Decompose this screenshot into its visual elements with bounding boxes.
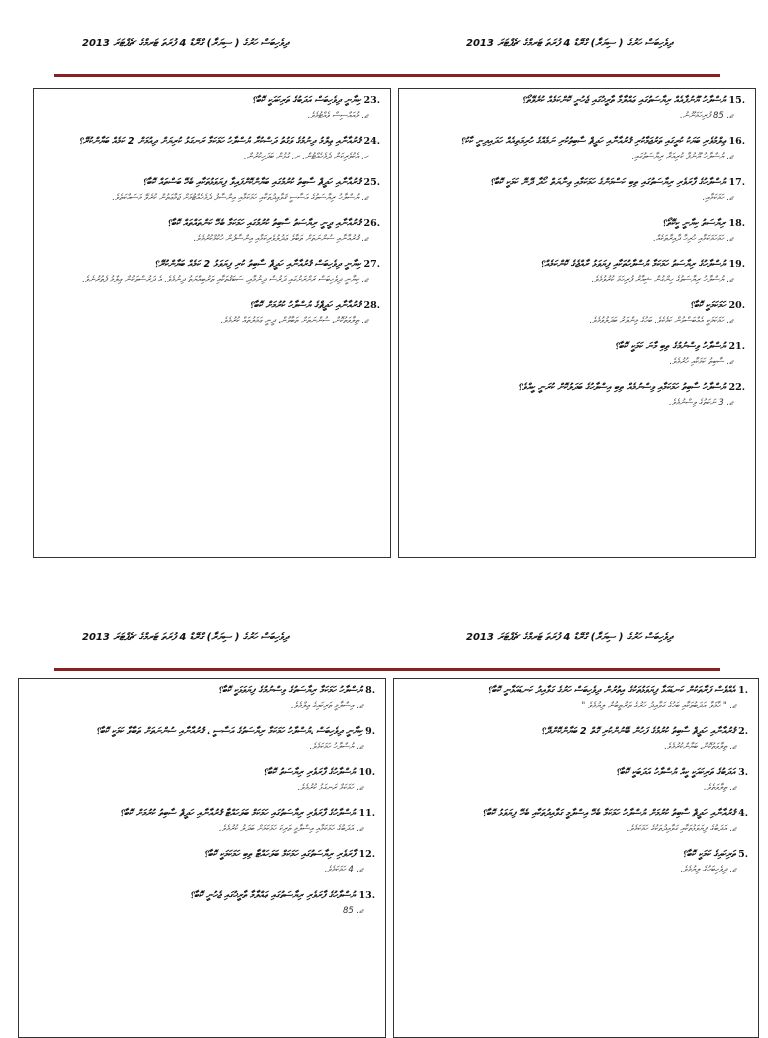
answer-text: ޖ. ތިލާވަތުކޮށް، ސުންނަތަށް ތަބާވުން، ދީނީ ޢަމަލުތައް ކުރުމެވެ. bbox=[220, 316, 368, 326]
question-text bbox=[29, 765, 375, 780]
question-number: 25. bbox=[363, 177, 380, 188]
question-item bbox=[29, 683, 375, 713]
answer-text: ޖ. ހަމަކަމަކީ އެއްބަސްވުން ކަމެކެވެ. ބަހުގެ މިންވަރު ބަދަލުވުމެވެ. bbox=[589, 316, 733, 326]
question-item bbox=[409, 216, 745, 246]
question-body: ޤުރުއާނާއި ހަދީޘް ސާބިތު ކުރުމުގައި ބަޔާންކޮށްފައިވާ ފިޔަވަޅުތަކާއި ބެހޭ ބަސްތައް ކޮބާ؟ bbox=[142, 177, 361, 188]
question-text bbox=[29, 806, 375, 821]
question-number: 11. bbox=[358, 808, 375, 819]
question-text bbox=[409, 339, 745, 354]
question-text bbox=[404, 683, 748, 698]
question-body: ޔުސްލާހު ހަމަކަމާ ރިޔާސަތުގެ ވިސްނުމުގެ ފިޔަވަޅަކީ ކޮބާ؟ bbox=[217, 685, 363, 696]
question-number: 1. bbox=[738, 685, 748, 696]
page2-divider bbox=[54, 668, 720, 671]
question-text bbox=[44, 134, 380, 149]
question-text bbox=[29, 683, 375, 698]
page1-left-column bbox=[33, 88, 391, 558]
question-number: 23. bbox=[363, 95, 380, 106]
question-item bbox=[409, 93, 745, 123]
question-body: ޢިލްމުވެރި ބަޔަކު ކުރީގައި ތަރުޖަމާކުރި ޤުރުއާނާއި ހަދީޘް ސާބިތުކުރި ނަމެއްގެ ހުރިމަތިއެއް ހަދައިދިނީ ކާކު؟ bbox=[460, 136, 726, 147]
question-item bbox=[44, 298, 380, 328]
question-text bbox=[44, 298, 380, 313]
question-number: 26. bbox=[363, 218, 380, 229]
question-item bbox=[409, 298, 745, 328]
answer-text: ޖ. އަދަބުގެ ފިޔަވަޅުތަކާއި ގަވާއިދުތަކުގެ ހަމަކަމެވެ. bbox=[626, 824, 736, 834]
question-body: ރިޔާސަތު ކިޔާނީ ކީކޭތޯ؟ bbox=[661, 218, 726, 229]
answer-text: ޖ. ތިލާވަތެވެ. bbox=[703, 783, 736, 793]
question-body: ޔުސްލާހު ސާބިތު ހަމަކަމާއި ވިސްނުމެއް ތިބި އިސްލާހުގެ ބަދަލުކޮށް ކުރަނީ ކީއްވެ؟ bbox=[517, 382, 726, 393]
question-text bbox=[44, 257, 380, 272]
question-text bbox=[409, 175, 745, 190]
question-body: ޤުރުއާނާއި ދީނީ ރިޔާސަތު ސާބިތު ކުރުމުގައި ހަމަކަމާ ބެހޭ ކަންތައްތައް ކޮބާ؟ bbox=[166, 218, 361, 229]
question-text bbox=[29, 724, 375, 739]
question-body: ޔުސްލާހުގެ ރިޔާސަތު ހަމަކަމާ ޔުސްލާހުތަކާއި ފިޔަވަޅު ރާއްޖެގެ ކޮންކަމެއް؟ bbox=[540, 259, 726, 270]
question-number: 10. bbox=[358, 767, 375, 778]
answer-text: ޖ. ދިވެހިބަހުގެ ލިޔުމެވެ. bbox=[680, 865, 736, 875]
question-number: 15. bbox=[728, 95, 745, 106]
question-body: ޔުސްލާހުގެ ފާރަވެރި ރިޔާސަތުގައި ތިބި ކަސްމަންގެ ހަމަކަމާއި ޢިނާޔަތް ހޯދާ ދޭނޭ ކަމަކީ ކޮބާ؟ bbox=[489, 177, 726, 188]
question-body: ޤުރުއާނާއި ހަދީޘް ސާބިތު ކުރުމަށް ޔުސްލާހު ހަމަކަމާ ބެހޭ އިސްލާމީ ގަވާއިދުތަކާއި ބެހޭ ފިޔަވަޅު ކޮބާ؟ bbox=[482, 808, 736, 819]
question-text bbox=[44, 93, 380, 108]
answer-text: ޖ. ޔުސްލާހު ރިޔާސަތުގެ އަސާސީ ޤަވާޢިދުތަކާއި ހަމަކަމާއި އިންސާފު ދެމެހެއްޓުމަށް ޖަމާޢަތުން ކުރެވޭ މަސައްކަތެވެ. bbox=[112, 193, 368, 203]
answer-text: ޖ. ޔުސްލާހު ރިޔާސަތުގެ ހިންގުން ޝިއާރު ފުރިހަމަ ކުރުވުމެވެ. bbox=[591, 275, 733, 285]
question-item bbox=[404, 683, 748, 713]
question-text bbox=[409, 93, 745, 108]
question-item bbox=[29, 806, 375, 836]
page1-divider bbox=[54, 74, 720, 77]
question-number: 28. bbox=[363, 300, 380, 311]
question-number: 21. bbox=[728, 341, 745, 352]
question-item bbox=[29, 888, 375, 918]
question-item bbox=[44, 134, 380, 164]
question-number: 20. bbox=[728, 300, 745, 311]
question-body: ހަމަކަމަކީ ކޮބާ؟ bbox=[689, 300, 726, 311]
question-body: ޤުރުއާނާއި ހަދީޘްގެ ޔުސްލާހު ކުރުމަށް ކޮބާ؟ bbox=[249, 300, 361, 311]
question-body: ޔުސްލާހުގެ ފާރަވެރި ރިޔާސަތުގައި ހަމަކަމް ބަލަހައްޓާ ޤުރުއާނާއި ހަދީޘް ސާބިތު ކުރުމަށް ކޮބާ؟ bbox=[119, 808, 356, 819]
page1-header-left: ދިވެހިބަސް ހަރުގެ ( ސިޔަރާ) ގްރޭޑް 4 ފުރަތަ ޓަރމްގެ ޗެޕްޓަރަ 2013 bbox=[82, 38, 289, 49]
question-number: 2. bbox=[738, 726, 748, 737]
question-number: 9. bbox=[365, 726, 375, 737]
page1-header-right: ދިވެހިބަސް ހަރުގެ ( ސިޔަރާ) ގްރޭޑް 4 ފުރަތަ ޓަރމްގެ ޗެޕްޓަރަ 2013 bbox=[466, 38, 673, 49]
question-item bbox=[44, 216, 380, 246]
question-text bbox=[404, 806, 748, 821]
question-text bbox=[409, 257, 745, 272]
question-body: ޤުރުއާނާއި ޢިލްމު ދިނުމުގެ ވަގުތު ދަސްކުރާ ޔުސްލާހު ހަމަކަމާ ރަނގަޅު ކުރިޔަށް ދިއުމަށް 2 ކަމެއް ބަޔާންކުރޭ؟ bbox=[78, 136, 361, 147]
answer-text: ޖ. 85 ފުރިހަމަނޫނު. bbox=[680, 111, 733, 121]
question-text bbox=[44, 175, 380, 190]
question-item bbox=[409, 257, 745, 287]
question-number: 4. bbox=[738, 808, 748, 819]
question-item bbox=[409, 134, 745, 164]
answer-text: ޖ. ޔުސްލާހު ހަމަކަމެވެ. bbox=[309, 742, 363, 752]
question-body: ޔުސްލާހު ޔޫނުފާއެއް ރިޔާސަތުގައި ޢައްލާމާ ތާރީޚުގައި ޖެހުނީ ކޮންކަމެއް ކުރެވޭތޯ؟ bbox=[521, 95, 726, 106]
question-number: 8. bbox=[365, 685, 375, 696]
question-text bbox=[409, 216, 745, 231]
page1-right-column bbox=[398, 88, 756, 558]
question-number: 3. bbox=[738, 767, 748, 778]
question-body: ކިޔާނީ ދިވެހިބަސް އަދަބުގެ ތަރިކައަކީ ކޮބާ؟ bbox=[251, 95, 361, 106]
answer-text: ޖ. ޔުސްލާހު ޔޫނުފާ ކުރިއަރާ ރިޔާސަތުގައި. bbox=[631, 152, 733, 162]
question-text bbox=[404, 765, 748, 780]
question-body: އަދަބުގެ ތަރިކައަކީ ކީއް ޔުސްލާހު އަދަބަކީ ކޮބާ؟ bbox=[615, 767, 736, 778]
answer-text: ޖ. މުއައްސިސް ވެއްޓުމެވެ. bbox=[307, 111, 368, 121]
question-item bbox=[409, 380, 745, 410]
answer-text: ޖ. ޤުރުއާނާއި ސުންނަތަށް ތަބާވެ ޢަދުލުވެރިކަމާއި އިންސާފުން ހުކުމްކުރުމެވެ. bbox=[193, 234, 368, 244]
question-item bbox=[29, 765, 375, 795]
page2-left-column bbox=[18, 678, 386, 1038]
question-item bbox=[44, 93, 380, 123]
answer-text: ޖ. 3 ނަކަތުގެ ވިސްނުމެވެ. bbox=[669, 398, 733, 408]
answer-text: ޖ. އިސްލާމީ ތަރިކައިގެ ޢިލްމެވެ. bbox=[291, 701, 363, 711]
question-body: ޤުރުއާނާއި ހަދީޘް ސާބިތު ކުރުމުގެ ފަހުން ބޭނުންކުރި ގޮތް 2 ބަޔާންކޮށްދޭ؟ bbox=[540, 726, 736, 737]
question-text bbox=[409, 298, 745, 313]
answer-text: ޖ. ތިލާވަތުކޮށް، ބަޔާންކުރުމެވެ. bbox=[664, 742, 736, 752]
question-body: ޔުސްލާހުގެ ފާރަވެރި ރިޔާސަތުގައި ޢައްލާމާ ތާރީޚުގައި ޖެހުނީ ކޮބާ؟ bbox=[189, 890, 356, 901]
answer-text: ޖ. ކިޔާނީ ދިވެހިބަސް ރަށްރަށުގައި ދަރުސް ދިނުމާއި، ސަބަޤުތަކާއި ތަރުބިއްޔަތު ދިނުމެވެ. އެ ދަރުސްތަކުން ޢިލްމު ފެތުރުނެވެ. bbox=[82, 275, 368, 285]
question-text bbox=[44, 216, 380, 231]
question-item bbox=[44, 175, 380, 205]
question-body: ކިޔާނީ ދިވެހިބަސް ޤުރުއާނާއި ހަދީޘް ސާބިތު ކުރި ފިޔަވަޅު 2 ކަމެއް ބަޔާންކުރޭ؟ bbox=[154, 259, 361, 270]
question-body: އެއްވެސް ފަރާތަކުން ކަނޑައަޅާ ފިޔަވަޅުތަކުގެ އިތުރުން ދިވެހިބަސް ހަރުގެ ގަވާއިދު ކަނޑައަޅާނީ ކޮބާ؟ bbox=[487, 685, 736, 696]
answer-text: ޖ. ހަމަހަމަކަމާއި ހުރިހާ ދާއިރާތަކެއް. bbox=[653, 234, 733, 244]
question-item bbox=[409, 175, 745, 205]
question-number: 19. bbox=[728, 259, 745, 270]
question-number: 24. bbox=[363, 136, 380, 147]
question-number: 16. bbox=[728, 136, 745, 147]
question-text bbox=[404, 724, 748, 739]
question-number: 22. bbox=[728, 382, 745, 393]
question-text bbox=[29, 847, 375, 862]
question-item bbox=[404, 765, 748, 795]
question-text bbox=[404, 847, 748, 862]
page2-header-left: ދިވެހިބަސް ހަރުގެ ( ސިޔަރާ) ގްރޭޑް 4 ފުރަތަ ޓަރމްގެ ޗެޕްޓަރަ 2013 bbox=[82, 632, 289, 643]
question-body: ކިޔާނީ ދިވެހިބަސް ،ޔުސްލާހު ހަމަކަމާ ރިޔާސަތުގެ އަސާސީ ، ޤުރުއާނާއި ސުންނަތަށް ތަބާވާ ކަމަކީ ކޮބާ؟ bbox=[95, 726, 363, 737]
answer-text: ޖ. ސާބިތު ކަމަކާއި ހުރުމެވެ. bbox=[669, 357, 733, 367]
question-text bbox=[29, 888, 375, 903]
question-number: 17. bbox=[728, 177, 745, 188]
answer-text: ޖ. އަދަބުގެ ހަމަކަމާއި އިސްލާމީ ތަރިކަ ހަމަކަމަށް ބަދަލު ކުރުމެވެ. bbox=[218, 824, 363, 834]
question-body: ޔުސްލާހު ވިސްނުމުގެ ތިބި މާނަ ކަމަކީ ކޮބާ؟ bbox=[614, 341, 726, 352]
answer-text: ޖ. 85 bbox=[342, 906, 363, 916]
question-item bbox=[29, 724, 375, 754]
page2-header-right: ދިވެހިބަސް ހަރުގެ ( ސިޔަރާ) ގްރޭޑް 4 ފުރަތަ ޓަރމްގެ ޗެޕްޓަރަ 2013 bbox=[466, 632, 673, 643]
question-number: 18. bbox=[728, 218, 745, 229]
question-number: 12. bbox=[358, 849, 375, 860]
question-text bbox=[409, 134, 745, 149]
answer-text: ޖ. ހަމަކަމާއި. bbox=[702, 193, 733, 203]
question-number: 5. bbox=[738, 849, 748, 860]
question-body: ފާރަވެރި ރިޔާސަތުގައި ހަމަކަމް ބަލަހައްޓާ ތިބި ހަމަކަމަކީ ކޮބާ؟ bbox=[203, 849, 356, 860]
question-body: ތަރިކައިގެ ކަމަކީ ކޮބާ؟ bbox=[682, 849, 736, 860]
question-item bbox=[29, 847, 375, 877]
question-number: 27. bbox=[363, 259, 380, 270]
question-item bbox=[404, 806, 748, 836]
question-text bbox=[409, 380, 745, 395]
question-item bbox=[404, 847, 748, 877]
answer-text: ޖ. 4 ހަމަކަމެވެ. bbox=[324, 865, 363, 875]
page2-right-column bbox=[393, 678, 759, 1038]
answer-text: ހ. އެކުވެރިކަން ދެމެހެއްޓުން. ށ. ގުޅުން ބަދަހިކުރުން. bbox=[243, 152, 368, 162]
question-body: ޔުސްލާހުގެ ފާރަވެރި ރިޔާސަތު ކޮބާ؟ bbox=[263, 767, 356, 778]
question-item bbox=[409, 339, 745, 369]
question-item bbox=[44, 257, 380, 287]
answer-text: ޖ. " ހާމަވާ އަދަބުތަކާއި ބަހުގެ ގަވާއިދު ހަރުގެ ތަރުތީބުން ލިޔުމެވެ " bbox=[581, 701, 736, 711]
question-number: 13. bbox=[358, 890, 375, 901]
answer-text: ޖ. ހަމަކަމް ރަނގަޅު ކުރުމެވެ. bbox=[297, 783, 363, 793]
question-item bbox=[404, 724, 748, 754]
